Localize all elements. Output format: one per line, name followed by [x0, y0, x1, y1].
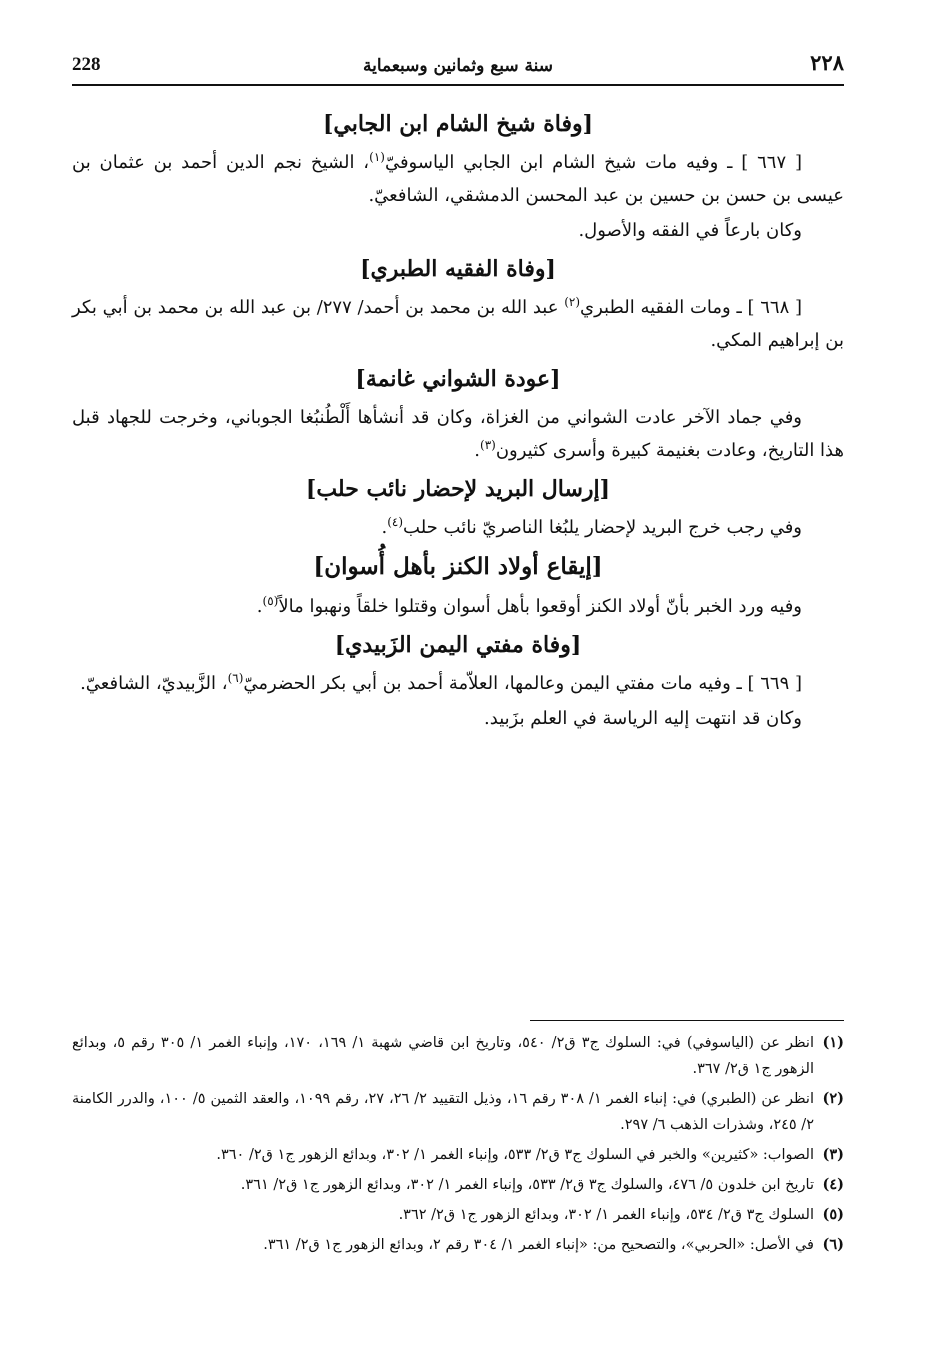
footnote-ref: (٦) [227, 671, 244, 685]
section-heading: [عودة الشواني غانمة] [355, 366, 561, 392]
footnote-number: (٢) [822, 1090, 844, 1107]
main-text [72, 104, 844, 737]
page-number-arabic: ٢٢٨ [810, 50, 844, 75]
paragraph [72, 146, 844, 212]
text-run: . [381, 517, 388, 538]
footnote [72, 1030, 844, 1082]
paragraph: وكان بارعاً في الفقه والأصول. [578, 220, 802, 241]
footnote [72, 1202, 844, 1228]
text-run: [ ٦٦٨ ] ـ ومات الفقيه الطبري [580, 297, 803, 318]
footnote-ref: (٣) [480, 438, 496, 452]
footnote-text: انظر عن (الطبري) في: إنباء الغمر ١/ ٣٠٨ رقم ١٦، وذيل التقييد ٢/ ٢٦، ٢٧، رقم ١٠٩٩، والعقد الثمين ٥/ ١٠٠، والدرر الكامنة ٢/ ٢٤٥، وشذرات الذهب ٦/ ٢٩٧. [72, 1091, 814, 1133]
page-header [72, 44, 844, 82]
section-heading: [وفاة شيخ الشام ابن الجابي] [322, 111, 594, 137]
paragraph [72, 667, 844, 700]
footnote-ref: (٥) [262, 594, 279, 608]
footnote [72, 1232, 844, 1258]
footnote-ref: (٤) [387, 515, 404, 529]
paragraph [72, 401, 844, 467]
footnote-text: الصواب: «كثيرين» والخبر في السلوك ج٣ ق٢/ ٥٣٣، وإنباء الغمر ١/ ٣٠٢، وبدائع الزهور ج١ ق٢/ ٣٦٠. [216, 1147, 814, 1163]
footnote-number: (٥) [822, 1206, 844, 1223]
text-run: . [474, 440, 480, 461]
footnote-text: انظر عن (الياسوفي) في: السلوك ج٣ ق٢/ ٥٤٠، وتاريخ ابن قاضي شهبة ١/ ١٦٩، ١٧٠، وإنباء الغمر ١/ ٣٠٥ رقم ٥، وبدائع الزهور ج١ ق٢/ ٣٦٧. [72, 1035, 814, 1077]
header-rule [72, 84, 844, 86]
section-heading: [وفاة الفقيه الطبري] [360, 256, 556, 282]
footnote-text: تاريخ ابن خلدون ٥/ ٤٧٦، والسلوك ج٣ ق٢/ ٥٣٣، وإنباء الغمر ١/ ٣٠٢، وبدائع الزهور ج١ ق٢/ ٣٦١. [240, 1177, 814, 1193]
section-heading: [وفاة مفتي اليمن الزَبيدي] [334, 632, 582, 658]
paragraph [72, 590, 844, 623]
footnote-number: (٤) [822, 1176, 844, 1193]
text-run: . [256, 596, 263, 617]
footnote-ref: (١) [369, 150, 385, 164]
text-run: وفيه ورد الخبر بأنّ أولاد الكنز أوقعوا بأهل أسوان وقتلوا خلقاً ونهبوا مالاً [278, 596, 802, 617]
footnote-rule [530, 1020, 844, 1021]
text-run: ، الزَّبيديّ، الشافعيّ. [80, 673, 228, 694]
footnotes [72, 1030, 844, 1262]
text-run: ، الشيخ نجم الدين أحمد بن عثمان بن عيسى بن حسن بن حسين بن عبد المحسن الدمشقي، الشافعيّ. [72, 152, 844, 206]
footnote [72, 1142, 844, 1168]
section-heading: [إيقاع أولاد الكنز بأهل أُسوان] [313, 553, 603, 580]
text-run: [ ٦٦٩ ] ـ وفيه مات مفتي اليمن وعالمها، العلاّمة أحمد بن أبي بكر الحضرميّ [243, 673, 802, 694]
section-heading: [إرسال البريد لإحضار نائب حلب] [305, 476, 611, 502]
footnote-text: السلوك ج٣ ق٢/ ٥٣٤، وإنباء الغمر ١/ ٣٠٢، وبدائع الزهور ج١ ق٢/ ٣٦٢. [398, 1207, 814, 1223]
text-run: وفي رجب خرج البريد لإحضار يلبُغا الناصريّ نائب حلب [403, 517, 802, 538]
running-title: سنة سبع وثمانين وسبعماية [362, 56, 554, 76]
footnote [72, 1172, 844, 1198]
footnote-number: (٦) [822, 1236, 844, 1253]
footnote-number: (١) [822, 1034, 844, 1051]
footnote [72, 1086, 844, 1138]
text-run: وفي جماد الآخر عادت الشواني من الغزاة، وكان قد أنشأها أَلْطُنبُغا الجوباني، وخرجت للجهاد قبل هذا التاريخ، وعادت بغنيمة كبيرة وأسرى كثيرون [72, 407, 844, 461]
page-number-latin: 228 [72, 54, 101, 75]
footnote-number: (٣) [822, 1146, 844, 1163]
paragraph [72, 511, 844, 544]
text-run: عبد الله بن محمد بن أحمد/ ٢٧٧/ بن عبد الله بن محمد بن أبي بكر بن إبراهيم المكي. [72, 297, 844, 351]
footnote-ref: (٢) [564, 295, 581, 309]
text-run: [ ٦٦٧ ] ـ وفيه مات شيخ الشام ابن الجابي الياسوفيّ [384, 152, 803, 173]
paragraph [72, 291, 844, 357]
paragraph: وكان قد انتهت إليه الرياسة في العلم بزَبيد. [484, 708, 802, 729]
footnote-text: في الأصل: «الحربي»، والتصحيح من: «إنباء الغمر ١/ ٣٠٤ رقم ٢، وبدائع الزهور ج١ ق٢/ ٣٦١. [263, 1237, 814, 1253]
